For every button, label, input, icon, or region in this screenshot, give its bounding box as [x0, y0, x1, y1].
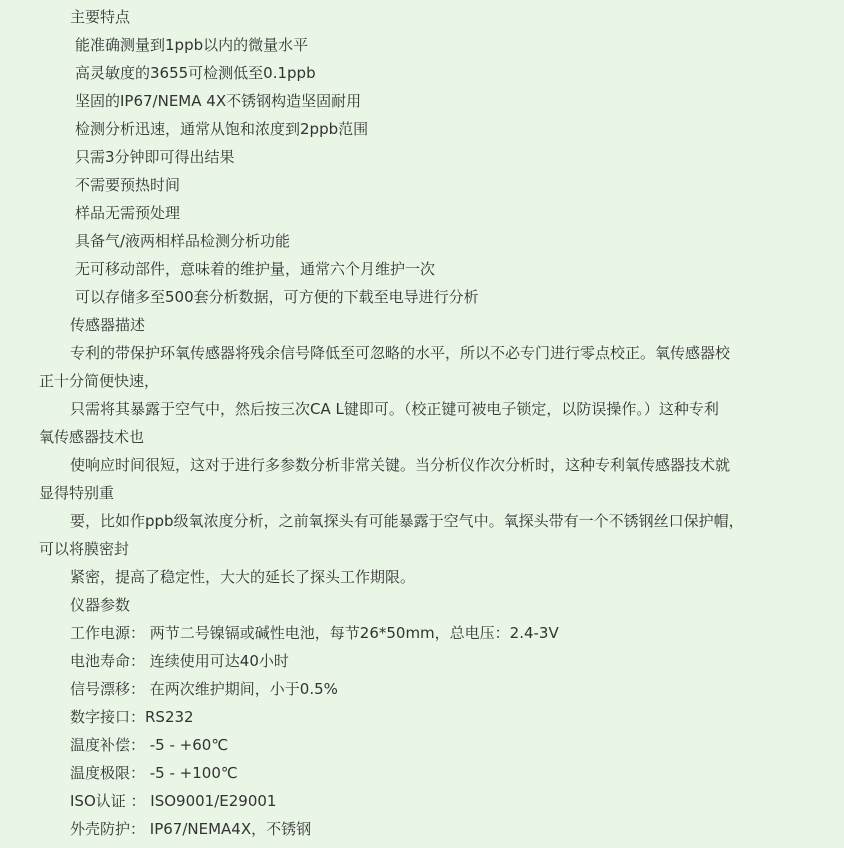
param-item: 数字接口：RS232 — [70, 708, 194, 726]
param-item: 电池寿命： 连续使用可达40小时 — [70, 652, 289, 670]
features-heading: 主要特点 — [70, 8, 131, 26]
param-item: 温度补偿： -5 - +60℃ — [70, 736, 229, 754]
feature-item: 具备气/液两相样品检测分析功能 — [75, 232, 291, 250]
param-item: 温度极限： -5 - +100℃ — [70, 764, 238, 782]
sensor-paragraph-line: 只需将其暴露于空气中，然后按三次CA L键即可。（校正键可被电子锁定，以防误操作。）这种专利 — [70, 400, 719, 418]
sensor-paragraph-line: 要，比如作ppb级氧浓度分析，之前氧探头有可能暴露于空气中。氧探头带有一个不锈钢丝口保护帽， — [70, 512, 744, 530]
param-item: 工作电源： 两节二号镍镉或碱性电池，每节26*50mm，总电压：2.4-3V — [70, 624, 559, 642]
feature-item: 只需3分钟即可得出结果 — [75, 148, 235, 166]
feature-item: 检测分析迅速，通常从饱和浓度到2ppb范围 — [75, 120, 369, 138]
params-heading: 仪器参数 — [70, 596, 131, 614]
feature-item: 不需要预热时间 — [75, 176, 181, 194]
sensor-heading: 传感器描述 — [70, 316, 146, 334]
sensor-paragraph-line: 使响应时间很短，这对于进行多参数分析非常关键。当分析仪作次分析时，这种专利氧传感器技术就 — [70, 456, 731, 474]
feature-item: 能准确测量到1ppb以内的微量水平 — [75, 36, 309, 54]
sensor-paragraph-line: 紧密，提高了稳定性，大大的延长了探头工作期限。 — [70, 568, 416, 586]
feature-item: 坚固的IP67/NEMA 4X不锈钢构造坚固耐用 — [75, 92, 362, 110]
param-item: 外壳防护： IP67/NEMA4X，不锈钢 — [70, 820, 312, 838]
sensor-paragraph-line: 氧传感器技术也 — [39, 428, 145, 446]
sensor-paragraph-line: 专利的带保护环氧传感器将残余信号降低至可忽略的水平，所以不必专门进行零点校正。氧传感器校 — [70, 344, 731, 362]
feature-item: 样品无需预处理 — [75, 204, 181, 222]
sensor-paragraph-line: 可以将膜密封 — [39, 540, 130, 558]
feature-item: 可以存储多至500套分析数据，可方便的下载至电导进行分析 — [75, 288, 479, 306]
feature-item: 无可移动部件，意味着的维护量，通常六个月维护一次 — [75, 260, 436, 278]
sensor-paragraph-line: 正十分简便快速， — [39, 372, 160, 390]
feature-item: 高灵敏度的3655可检测低至0.1ppb — [75, 64, 316, 82]
param-item: 信号漂移： 在两次维护期间，小于0.5% — [70, 680, 338, 698]
param-item: ISO认证 ： ISO9001/E29001 — [70, 792, 277, 810]
sensor-paragraph-line: 显得特别重 — [39, 484, 115, 502]
